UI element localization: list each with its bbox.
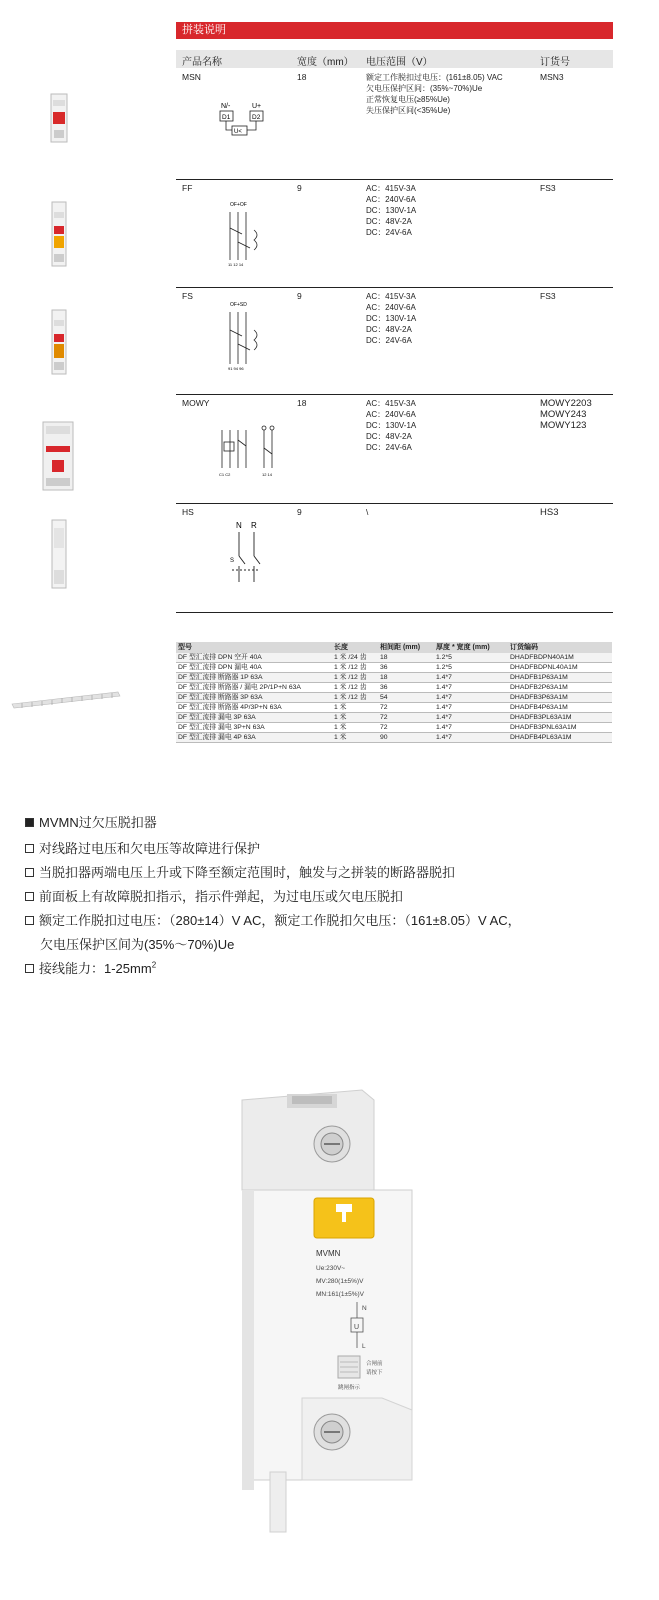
- table-header-row: [176, 642, 612, 653]
- cell-code: DHADFB4PL63A1M: [508, 733, 612, 743]
- row-ff-name: FF: [182, 183, 193, 193]
- busbar-product-image: [10, 688, 122, 710]
- cell-code: DHADFB3PL63A1M: [508, 713, 612, 723]
- product-reset-1: 合闸前: [366, 1361, 383, 1367]
- header-product-name: 产品名称: [182, 57, 222, 68]
- cell-pitch: 72: [378, 723, 434, 733]
- hs-product-image: [46, 518, 72, 592]
- cell-model: DF 型汇流排 漏电 3P+N 63A: [176, 723, 332, 733]
- diagram-label: N: [236, 521, 242, 530]
- cell-code: DHADFBDPN40A1M: [508, 653, 612, 663]
- row-fs-name: FS: [182, 291, 193, 301]
- cell-length: 1 米 /24 齿: [332, 653, 378, 663]
- voltage-line: DC：130V-1A: [366, 314, 417, 323]
- cell-pitch: 36: [378, 663, 434, 673]
- ff-product-image: [48, 200, 70, 270]
- row-ff-voltage: [366, 183, 416, 238]
- row-divider: [176, 287, 613, 288]
- table-row: [176, 663, 612, 673]
- voltage-line: DC：48V-2A: [366, 432, 412, 441]
- header-voltage: 电压范围（V）: [366, 57, 433, 68]
- table-row: [176, 733, 612, 743]
- diagram-label: OF+OF: [230, 202, 247, 208]
- product-mv: MV:280(1±5%)V: [316, 1278, 364, 1285]
- table-row: [176, 693, 612, 703]
- row-msn-name: MSN: [182, 72, 201, 82]
- cell-size: 1.4*7: [434, 683, 508, 693]
- header-width: 宽度（mm）: [297, 57, 354, 68]
- row-hs-voltage: \: [366, 507, 369, 517]
- voltage-line: 欠电压保护区间：(35%~70%)Ue: [366, 84, 483, 93]
- row-ff-order: FS3: [540, 183, 556, 193]
- ff-contact-diagram: [222, 200, 272, 268]
- mowy-product-image: [40, 420, 76, 492]
- cell-pitch: 72: [378, 703, 434, 713]
- voltage-line: DC：24V-6A: [366, 336, 412, 345]
- voltage-line: DC：48V-2A: [366, 217, 412, 226]
- diagram-label: R: [251, 521, 257, 530]
- bullet-square-icon: [25, 892, 34, 901]
- col-header: 相间距 (mm): [378, 642, 434, 653]
- svg-text:11 12 14: 11 12 14: [228, 262, 244, 267]
- diagram-label: OF+SD: [230, 302, 247, 308]
- cell-length: 1 米: [332, 733, 378, 743]
- header-order: 订货号: [540, 57, 570, 68]
- feature-item-continued: 欠电压保护区间为(35%～70%)Ue: [40, 937, 235, 952]
- fs-contact-diagram: [222, 300, 272, 372]
- msn-wiring-diagram: [216, 100, 276, 142]
- col-header: 厚度 * 宽度 (mm): [434, 642, 508, 653]
- voltage-line: AC：415V-3A: [366, 292, 416, 301]
- cell-code: DHADFB4P63A1M: [508, 703, 612, 713]
- cell-size: 1.4*7: [434, 673, 508, 683]
- feature-item: [25, 958, 156, 977]
- svg-text:S: S: [230, 558, 235, 564]
- feature-title: [25, 812, 157, 831]
- cell-pitch: 18: [378, 653, 434, 663]
- cell-model: DF 型汇流排 断路器 1P 63A: [176, 673, 332, 683]
- order-number: MOWY243: [540, 409, 587, 420]
- cell-pitch: 36: [378, 683, 434, 693]
- bullet-square-icon: [25, 916, 34, 925]
- voltage-line: 额定工作脱扣过电压：(161±8.05) VAC: [366, 73, 503, 82]
- cell-pitch: 18: [378, 673, 434, 683]
- cell-size: 1.4*7: [434, 713, 508, 723]
- cell-length: 1 米 /12 齿: [332, 673, 378, 683]
- feature-text: 对线路过电压和欠电压等故障进行保护: [39, 841, 261, 856]
- table-row: [176, 653, 612, 663]
- svg-text:12 14: 12 14: [262, 472, 273, 477]
- feature-text: 额定工作脱扣过电压：（280±14）V AC，额定工作脱扣欠电压：（161±8.05）V AC，: [39, 913, 521, 928]
- cell-model: DF 型汇流排 DPN 空开 40A: [176, 653, 332, 663]
- feature-item: [25, 910, 521, 929]
- cell-pitch: 90: [378, 733, 434, 743]
- cell-model: DF 型汇流排 DPN 漏电 40A: [176, 663, 332, 673]
- diagram-label: U<: [234, 129, 242, 135]
- product-reset-2: 请按下: [366, 1370, 383, 1376]
- feature-item: [25, 862, 455, 881]
- cell-size: 1.2*5: [434, 663, 508, 673]
- row-hs-name: HS: [182, 507, 194, 517]
- voltage-line: DC：130V-1A: [366, 206, 417, 215]
- voltage-line: AC：415V-3A: [366, 399, 416, 408]
- cell-model: DF 型汇流排 漏电 4P 63A: [176, 733, 332, 743]
- cell-size: 1.4*7: [434, 693, 508, 703]
- row-divider: [176, 612, 613, 613]
- table-row: [176, 683, 612, 693]
- product-trip-indicator: 跳闸指示: [338, 1385, 361, 1391]
- cell-length: 1 米 /12 齿: [332, 683, 378, 693]
- table-row: [176, 723, 612, 733]
- row-divider: [176, 503, 613, 504]
- row-mowy-width: 18: [297, 398, 307, 408]
- cell-code: DHADFB3P63A1M: [508, 693, 612, 703]
- cell-length: 1 米 /12 齿: [332, 663, 378, 673]
- col-header: 订货编码: [508, 642, 612, 653]
- cell-length: 1 米: [332, 713, 378, 723]
- cell-code: DHADFBDPNL40A1M: [508, 663, 612, 673]
- bullet-filled-icon: [25, 818, 34, 827]
- bullet-square-icon: [25, 844, 34, 853]
- cell-size: 1.4*7: [434, 733, 508, 743]
- diagram-label: D2: [252, 114, 261, 121]
- assembly-banner: 拼装说明: [176, 22, 613, 39]
- feature-item: [25, 838, 260, 857]
- fs-product-image: [48, 308, 70, 378]
- voltage-line: AC：240V-6A: [366, 195, 416, 204]
- voltage-line: AC：415V-3A: [366, 184, 416, 193]
- voltage-line: DC：24V-6A: [366, 443, 412, 452]
- row-hs-order: HS3: [540, 507, 559, 518]
- assembly-header: [176, 50, 613, 68]
- cell-length: 1 米 /12 齿: [332, 693, 378, 703]
- product-mn: MN:161(1±5%)V: [316, 1291, 365, 1298]
- bullet-square-icon: [25, 964, 34, 973]
- row-msn-order: MSN3: [540, 72, 564, 82]
- order-number: MOWY123: [540, 420, 587, 431]
- cell-pitch: 54: [378, 693, 434, 703]
- svg-text:91 94 96: 91 94 96: [228, 366, 244, 371]
- superscript: 2: [151, 960, 157, 970]
- msn-product-image: [48, 92, 70, 144]
- product-l: L: [362, 1343, 366, 1350]
- col-header: 型号: [176, 642, 332, 653]
- cell-length: 1 米: [332, 703, 378, 713]
- cell-code: DHADFB2P63A1M: [508, 683, 612, 693]
- svg-text:C1 C2: C1 C2: [219, 472, 231, 477]
- voltage-line: 失压保护区间(<35%Ue): [366, 106, 451, 115]
- cell-size: 1.2*5: [434, 653, 508, 663]
- cell-size: 1.4*7: [434, 703, 508, 713]
- order-number: MOWY2203: [540, 398, 592, 409]
- row-divider: [176, 179, 613, 180]
- bullet-square-icon: [25, 868, 34, 877]
- cell-model: DF 型汇流排 断路器 / 漏电 2P/1P+N 63A: [176, 683, 332, 693]
- diagram-label: N/-: [221, 103, 231, 110]
- product-u: U: [354, 1324, 360, 1331]
- row-mowy-order: [540, 398, 592, 431]
- busbar-table: [176, 642, 612, 743]
- row-mowy-voltage: [366, 398, 416, 453]
- diagram-label: D1: [222, 114, 231, 121]
- cell-code: DHADFB1P63A1M: [508, 673, 612, 683]
- product-n: N: [362, 1305, 367, 1312]
- row-fs-order: FS3: [540, 291, 556, 301]
- hs-switch-diagram: [226, 520, 270, 586]
- cell-size: 1.4*7: [434, 723, 508, 733]
- feature-text: 前面板上有故障脱扣指示，指示件弹起，为过电压或欠电压脱扣: [39, 889, 404, 904]
- feature-title-text: MVMN过欠压脱扣器: [39, 815, 157, 830]
- row-fs-width: 9: [297, 291, 302, 301]
- mvmn-product-photo: [232, 1080, 422, 1540]
- col-header: 长度: [332, 642, 378, 653]
- voltage-line: DC：24V-6A: [366, 228, 412, 237]
- cell-model: DF 型汇流排 断路器 4P/3P+N 63A: [176, 703, 332, 713]
- cell-length: 1 米: [332, 723, 378, 733]
- cell-model: DF 型汇流排 漏电 3P 63A: [176, 713, 332, 723]
- cell-model: DF 型汇流排 断路器 3P 63A: [176, 693, 332, 703]
- row-divider: [176, 394, 613, 395]
- table-row: [176, 673, 612, 683]
- mowy-contact-diagram: [216, 422, 280, 478]
- feature-item: [25, 886, 403, 905]
- row-mowy-name: MOWY: [182, 398, 210, 408]
- table-row: [176, 703, 612, 713]
- voltage-line: AC：240V-6A: [366, 410, 416, 419]
- cell-pitch: 72: [378, 713, 434, 723]
- voltage-line: DC：48V-2A: [366, 325, 412, 334]
- voltage-line: AC：240V-6A: [366, 303, 416, 312]
- table-row: [176, 713, 612, 723]
- row-hs-width: 9: [297, 507, 302, 517]
- product-model: MVMN: [316, 1249, 341, 1258]
- feature-text: 当脱扣器两端电压上升或下降至额定范围时，触发与之拼装的断路器脱扣: [39, 865, 456, 880]
- row-fs-voltage: [366, 291, 416, 346]
- diagram-label: U+: [252, 103, 262, 110]
- row-msn-voltage: [366, 72, 503, 116]
- cell-code: DHADFB3PNL63A1M: [508, 723, 612, 733]
- voltage-line: 正常恢复电压(≥85%Ue): [366, 95, 450, 104]
- voltage-line: DC：130V-1A: [366, 421, 417, 430]
- feature-text: 接线能力：1-25mm: [39, 961, 152, 976]
- row-msn-width: 18: [297, 72, 307, 82]
- product-ue: Ue:230V~: [316, 1265, 346, 1272]
- row-ff-width: 9: [297, 183, 302, 193]
